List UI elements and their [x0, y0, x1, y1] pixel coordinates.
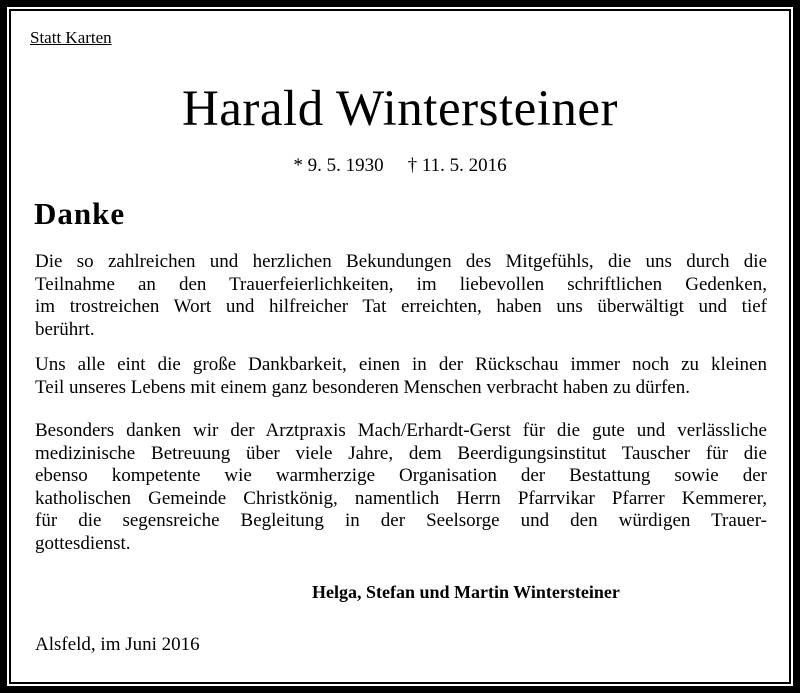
text-line: Teil unseres Lebens mit einem ganz besonderen Menschen verbracht haben zu dürfen.	[35, 376, 690, 398]
text-line: berührt.	[35, 318, 95, 340]
text-line: gottesdienst.	[35, 532, 131, 554]
birth-date: * 9. 5. 1930	[293, 155, 384, 176]
text-line: Uns alle eint die große Dankbarkeit, einen in der Rückschau immer noch zu kleinen	[35, 354, 767, 375]
text-line: Besonders danken wir der Arztpraxis Mach/Erhardt-Gerst für die gute und verlässliche	[35, 420, 767, 441]
death-date: † 11. 5. 2016	[407, 155, 507, 176]
deceased-name: Harald Wintersteiner	[181, 81, 619, 137]
text-line: katholischen Gemeinde Christkönig, namentlich Herrn Pfarrvikar Pfarrer Kemmerer,	[35, 487, 767, 509]
signature: Helga, Stefan und Martin Wintersteiner	[312, 582, 620, 602]
text-line: Die so zahlreichen und herzlichen Bekundungen des Mitgefühls, die uns durch die	[35, 251, 767, 272]
life-dates	[0, 155, 800, 177]
text-line: Teilnahme an den Trauerfeierlichkeiten, im liebevollen schriftlichen Gedenken,	[35, 273, 767, 295]
text-line: im trostreichen Wort und hilfreicher Tat erreichten, haben uns überwältigt und tief	[35, 296, 767, 318]
heading: Danke	[34, 196, 126, 231]
text-line: ebenso kompetente wie warmherzige Organisation der Bestattung sowie der	[35, 465, 767, 487]
kicker: Statt Karten	[30, 28, 112, 47]
text-line: für die segensreiche Begleitung in der Seelsorge und den würdigen Trauer-	[35, 510, 767, 532]
paragraph-1	[35, 251, 767, 341]
place-date: Alsfeld, im Juni 2016	[35, 634, 200, 655]
text-line: medizinische Betreuung über viele Jahre, dem Beerdigungsinstitut Tauscher für die	[35, 442, 767, 464]
paragraph-2	[35, 354, 767, 399]
paragraph-3	[35, 420, 767, 556]
